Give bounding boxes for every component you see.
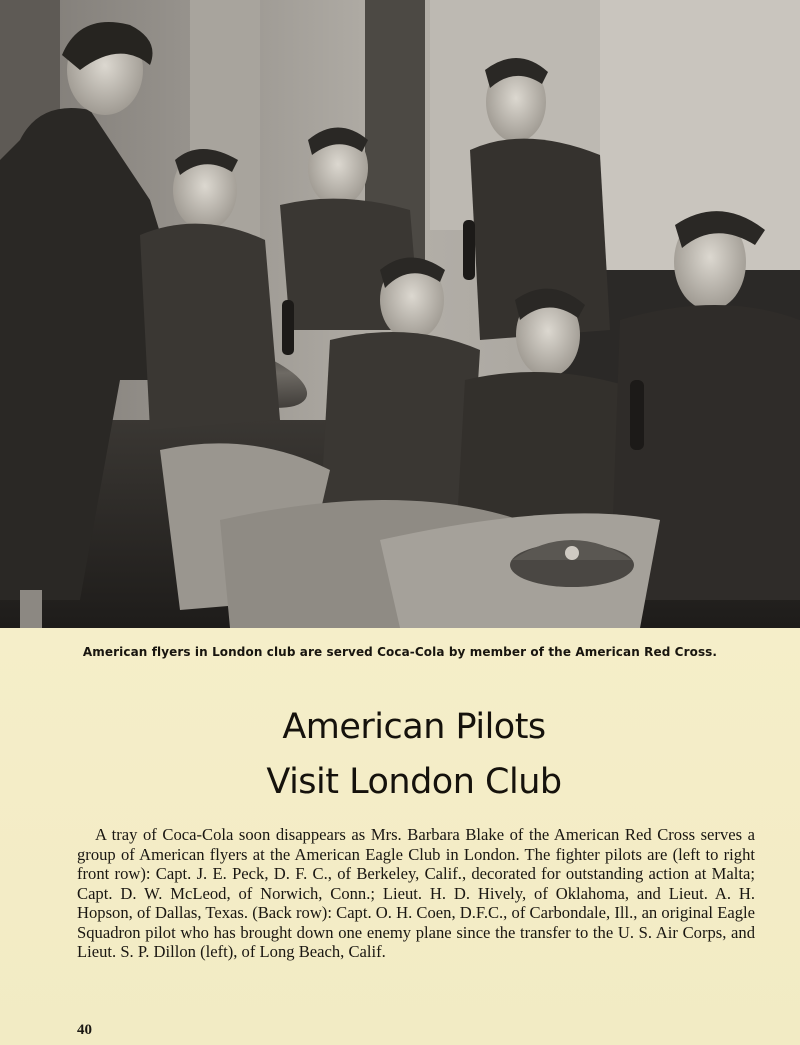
eagle-cap-badge-icon bbox=[565, 546, 579, 560]
headline-line-2: Visit London Club bbox=[266, 762, 562, 802]
headline-line-1: American Pilots bbox=[282, 707, 546, 747]
page-number: 40 bbox=[77, 1022, 92, 1038]
article-headline bbox=[0, 700, 800, 810]
photo-caption: American flyers in London club are served Coca-Cola by member of the American Red Cross. bbox=[82, 645, 718, 659]
article-body: A tray of Coca-Cola soon disappears as Mrs. Barbara Blake of the American Red Cross serves a group of American flyers at the American Eagle Club in London. The fighter pilots are (left to right front row): Capt. J. E. Peck, D. F. C., of Berkeley, Calif., decorated for outstanding action at Malta; Capt. D. W. McLeod, of Norwich, Conn.; Lieut. H. D. Hively, of Oklahoma, and Lieut. A. H. Hopson, of Dallas, Texas. (Back row): Capt. O. H. Coen, D.F.C., of Carbondale, Ill., an original Eagle Squadron pilot who has brought down one enemy plane since the transfer to the U. S. Air Corps, and Lieut. S. P. Dillon (left), of Long Beach, Calif. bbox=[77, 825, 755, 961]
